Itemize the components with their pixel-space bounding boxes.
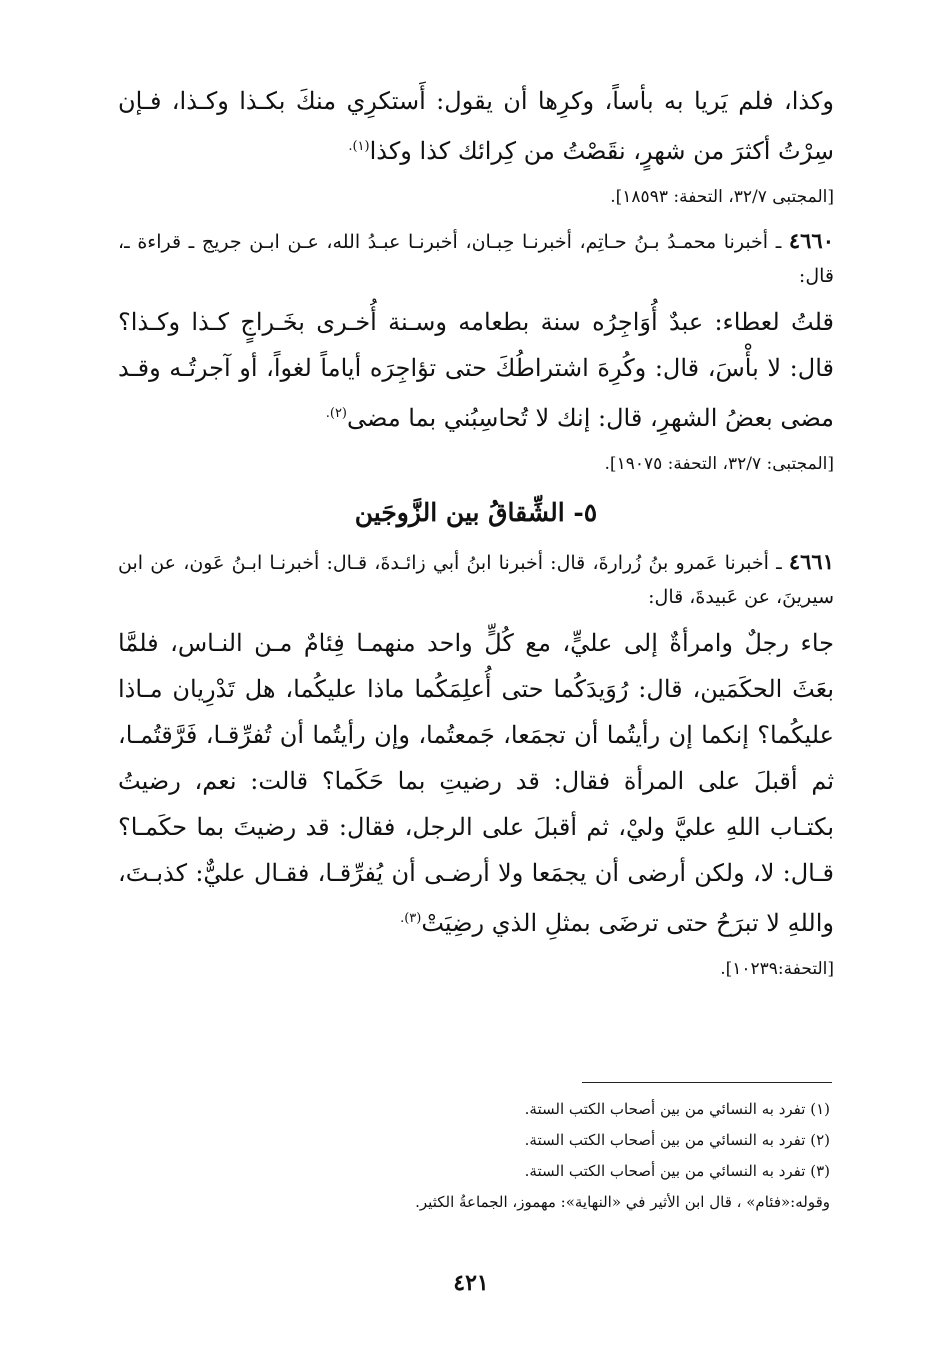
reference-note: [المجتبى ٣٢/٧، التحفة: ١٨٥٩٣]. [610,187,834,207]
hadith-matn-4661 [118,620,834,946]
paragraph-text: جاء رجلٌ وامرأةٌ إلى عليٍّ، مع كُلٍّ واحد منهمـا فِئامٌ مـن النـاس، فلمَّا بعَثَ الحكَمَين، قال: رُوَيدَكُما حتى أُعلِمَكُما ماذا عليكُما، هل تَدْرِيان مـاذا عليكُما؟ إنكما إن رأيتُما أن تجمَعا، جَمعتُما، وإن رأيتُما أن تُفرِّقـا، فَرَّقتُمـا، ثم أقبلَ على المرأة فقال: قد رضيتِ بما حَكَما؟ قالت: نعم، رضيتُ بكتـاب اللهِ عليَّ وليْ، ثم أقبلَ على الرجل، فقال: قد رضيتَ بما حكَمـا؟ قـال: لا، ولكن أرضى أن يجمَعا ولا أرضـى أن يُفرِّقـا، فقـال عليٌّ: كذبـتَ، واللهِ لا تبرَحُ حتى ترضَى بمثلِ الذي رضِيَتْ [118,629,834,937]
reference-note: [التحفة:١٠٢٣٩]. [720,959,834,979]
page-body [118,78,834,996]
hadith-number: ٤٦٦٠ [788,228,834,253]
page-number: ٤٢١ [453,1270,489,1296]
hadith-chain-text: ـ أخبرنا محمـدُ بـنُ حـاتِم، أخبرنـا حِبـان، أخبرنـا عبـدُ الله، عـن ابـن جريج ـ قراءة ـ، قال: [118,231,834,287]
hadith-matn-4660 [118,299,834,441]
paragraph-text: قلتُ لعطاء: عبدٌ أُوَاجِرُه سنة بطعامه وسـنة أُخـرى بخَـراجٍ كـذا وكـذا؟ قال: لا بأْسَ، قال: وكُرِهَ اشتراطُكَ حتى تؤاجِرَه أياماً لغواً، أو آجرتُـه وقـد مضى بعضُ الشهرِ، قال: إنك لا تُحاسِبُني بما مضى [118,308,834,432]
hadith-chain-4661 [118,545,834,614]
paragraph-continuation [118,78,834,174]
footnote-item: وقوله:«فئام» ، قال ابن الأثير في «النهاية»: مهموز، الجماعةُ الكثير. [415,1193,830,1211]
footnote-divider [582,1082,832,1083]
paragraph-text: وكذا، فلم يَريا به بأساً، وكرِها أن يقول: أَستكرِي منكَ بكـذا وكـذا، فـإن سِرْتُ أكثرَ من شهرٍ، نقَصْتُ من كِرائك كذا وكذا [118,87,834,165]
reference-note: [المجتبى: ٣٢/٧، التحفة: ١٩٠٧٥]. [604,454,834,474]
hadith-chain-4660 [118,224,834,293]
hadith-chain-text: ـ أخبرنا عَمرو بنُ زُرارةَ، قال: أخبرنا ابنُ أبي زائـدةَ، قـال: أخبرنـا ابـنُ عَون، عن ابن سيرينَ، عن عَبيدةَ، قال: [118,552,834,608]
footnote-marker: (٢). [325,406,347,421]
footnote-marker: (٣). [400,911,422,926]
footnote-item: (٢) تفرد به النسائي من بين أصحاب الكتب الستة. [524,1131,830,1149]
footnote-item: (٣) تفرد به النسائي من بين أصحاب الكتب الستة. [524,1162,830,1180]
hadith-number: ٤٦٦١ [788,549,834,574]
section-heading: ٥- الشِّقاقُ بين الزَّوجَين [354,498,598,527]
footnote-item: (١) تفرد به النسائي من بين أصحاب الكتب الستة. [524,1100,830,1118]
footnote-marker: (١). [348,139,370,154]
footnotes [300,1094,830,1218]
